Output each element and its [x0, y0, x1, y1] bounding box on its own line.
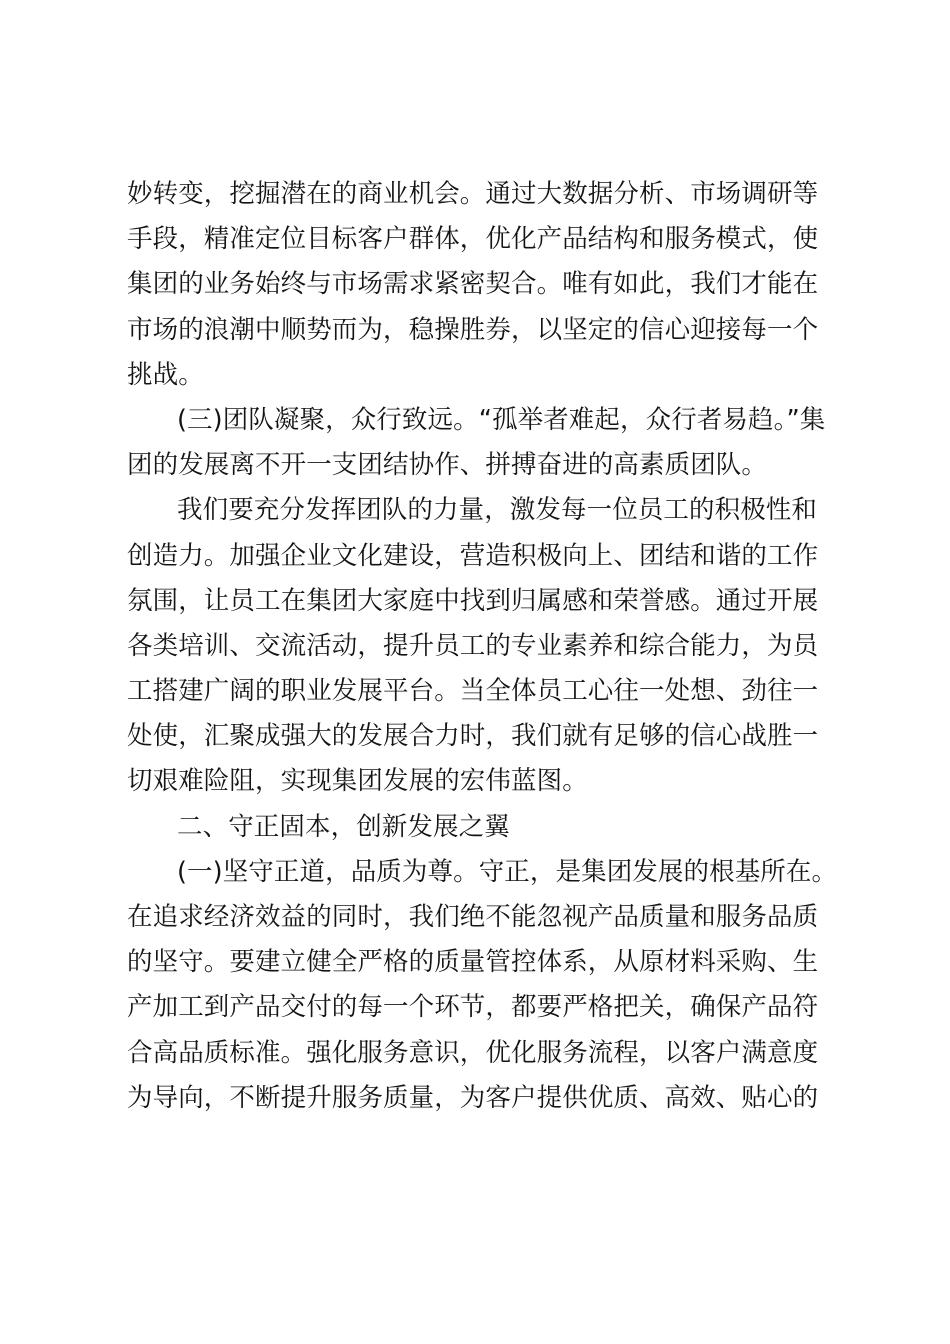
text-line: 集团的业务始终与市场需求紧密契合。唯有如此，我们才能在 [127, 269, 819, 300]
text-line: 创造力。加强企业文化建设，营造积极向上、团结和谐的工作 [127, 540, 819, 571]
body-text [127, 172, 838, 1121]
section-heading-3: (三)团队凝聚，众行致远。“孤举者难起，众行者易趋。”集 [177, 404, 826, 435]
text-line: 为导向，不断提升服务质量，为客户提供优质、高效、贴心的 [127, 1082, 819, 1113]
text-line: 团的发展离不开一支团结协作、拼搏奋进的高素质团队。 [127, 450, 768, 481]
text-line: 在追求经济效益的同时，我们绝不能忽视产品质量和服务品质 [127, 902, 819, 932]
section-heading-1: (一)坚守正道，品质为尊。守正，是集团发展的根基所在。 [177, 856, 838, 887]
paragraph-start: 我们要充分发挥团队的力量，激发每一位员工的积极性和 [177, 495, 818, 526]
text-line: 各类培训、交流活动，提升员工的专业素养和综合能力，为员 [127, 630, 819, 661]
text-line: 氛围，让员工在集团大家庭中找到归属感和荣誉感。通过开展 [127, 585, 819, 616]
text-line: 手段，精准定位目标客户群体，优化产品结构和服务模式，使 [127, 224, 819, 255]
text-line: 妙转变，挖掘潜在的商业机会。通过大数据分析、市场调研等 [127, 179, 819, 209]
text-line: 合高品质标准。强化服务意识，优化服务流程，以客户满意度 [127, 1037, 819, 1068]
text-line: 处使，汇聚成强大的发展合力时，我们就有足够的信心战胜一 [127, 721, 819, 752]
section-heading-2: 二、守正固本，创新发展之翼 [177, 811, 510, 842]
text-line: 切艰难险阻，实现集团发展的宏伟蓝图。 [127, 766, 588, 797]
text-line: 产加工到产品交付的每一个环节，都要严格把关，确保产品符 [127, 992, 819, 1023]
text-line: 的坚守。要建立健全严格的质量管控体系，从原材料采购、生 [127, 947, 819, 978]
text-line: 挑战。 [127, 359, 204, 390]
text-line: 市场的浪潮中顺势而为，稳操胜券，以坚定的信心迎接每一个 [127, 314, 819, 345]
text-line: 工搭建广阔的职业发展平台。当全体员工心往一处想、劲往一 [127, 676, 819, 707]
